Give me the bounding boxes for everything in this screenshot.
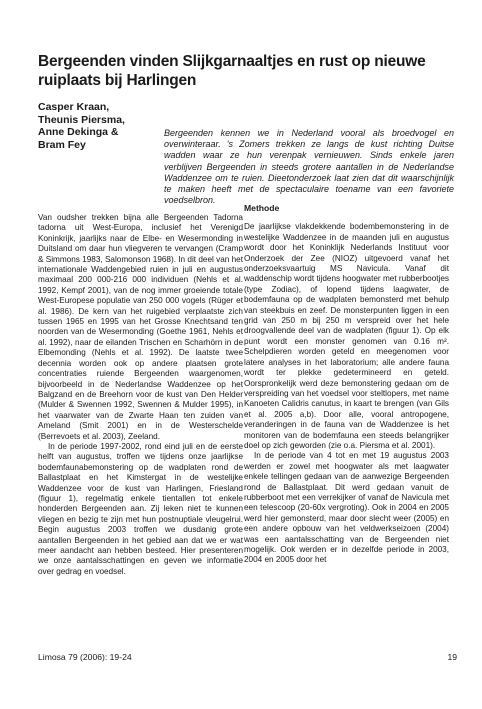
abstract: Bergeenden kennen we in Nederland vooral als broedvogel en overwinteraar. 's Zomers trekken ze langs de kust richting Duitse wadden waar ze hun verenpak vernieuwen. Sinds enkele jaren verblijven Bergeenden in steeds grotere aantallen in de Nederlandse Waddenzee om te ruien. Dieetonderzoek laat zien dat dit waarschijnlijk te maken heeft met de spectaculaire toename van een favoriete voedselbron.	[164, 128, 454, 206]
body-paragraph: Van oudsher trekken bijna alle Bergeenden Tadorna tadorna uit West-Europa, inclusief het Verenigd Koninkrijk, jaarlijks naar de Elbe- en Wesermonding in Duitsland om daar hun vliegveren te vervangen (Cramp & Simmons 1983, Salomonson 1968). In dit deel van het internationale Waddengebied ruien in juli en augustus maximaal 200 000-216 000 individuen (Nehls et al. 1992, Kempf 2001), van de nog immer groeiende totale West-Europese populatie van 250 000 vogels (Rüger et al. 1986). De kern van het ruigebied verplaatste zich tussen 1965 en 1995 van het Grosse Knechtsand ten noorden van de Wesermonding (Goethe 1961, Nehls et al. 1992), naar de eilanden Trischen en Scharhörn in de Elbemonding (Nehls et al. 1992). De laatste twee decennia worden ook op andere plaatsen grote concentraties ruiende Bergeenden waargenomen, bijvoorbeeld in de Nederlandse Waddenzee op het Balgzand en de Breehorn voor de kust van Den Helder (Mulder & Swennen 1992, Swennen & Mulder 1995), in het vaarwater van de Zwarte Haan ten zuiden van Ameland (Smit 2001) en in de Westerschelde (Berrevoets et al. 2003), Zeeland.	[38, 213, 243, 441]
section-heading: Methode	[244, 203, 280, 213]
body-paragraph: In de periode 1997-2002, rond eind juli en de eerste helft van augustus, troffen we tijdens onze jaarlijkse bodemfaunabemonstering op de wadplaten rond de Ballastplaat en het Kimstergat in de westelijke Waddenzee voor de kust van Harlingen, Friesland (figuur 1), regelmatig enkele tientallen tot enkele honderden Bergeenden aan. Zij leken niet te kunnen vliegen en bezig te zijn met hun postnuptiale vleugelrui. Begin augustus 2003 troffen we dusdanig grote aantallen Bergeenden in het gebied aan dat we er wat meer aandacht aan hebben besteed. Hier presenteren we onze aantalsschattingen en geven we informatie over gedrag en voedsel.	[38, 441, 243, 576]
journal-citation: Limosa 79 (2006): 19-24	[38, 652, 132, 662]
author-name: Bram Fey	[38, 138, 86, 151]
author-name: Casper Kraan,	[38, 101, 110, 113]
author-name: Theunis Piersma,	[38, 113, 125, 126]
article-title: Bergeenden vinden Slijkgarnaaltjes en rust op nieuwe ruiplaats bij Harlingen	[38, 53, 426, 89]
right-column	[244, 203, 449, 566]
body-paragraph: In de periode van 4 tot en met 19 augustus 2003 werden er zowel met hoogwater als met laagwater enkele tellingen gedaan van de aanwezige Bergeenden rond de Ballastplaat. Dit werd gedaan vanuit de rubberboot met een verrekijker of vanaf de Navicula met een telescoop (20-60x vergroting). Ook in 2004 en 2005 werd hier gemonsterd, maar door slecht weer (2005) en een andere opbouw van het veldwerkseizoen (2004) was een aantalsschatting van de Bergeenden niet mogelijk. Ook werden er in dezelfde periode in 2003, 2004 en 2005 door het	[244, 451, 449, 565]
page-number: 19	[447, 652, 457, 662]
body-paragraph: De jaarlijkse vlakdekkende bodembemonstering in de westelijke Waddenzee in de maanden juli en augustus wordt door het Koninklijk Nederlands Instituut voor Onderzoek der Zee (NIOZ) uitgevoerd vanaf het onderzoeksvaartuig MS Navicula. Vanaf dit waddenschip wordt tijdens hoogwater met rubberbootjes (type Zodiac), of lopend tijdens laagwater, de bodemfauna op de wadplaten bemonsterd met behulp van steekbuis en zeef. De monsterpunten liggen in een grid van 250 m bij 250 m verspreid over het hele droogvallende deel van de wadplaten (figuur 1). Op elk punt wordt een monster genomen van 0.16 m². Schelpdieren worden geteld en meegenomen voor latere analyses in het laboratorium; alle andere fauna wordt ter plekke gedetermineerd en geteld. Oorspronkelijk werd deze bemonstering gedaan om de verspreiding van het voedsel voor steltlopers, met name Kanoeten Calidris canutus, in kaart te brengen (van Gils et al. 2005 a,b). Door alle, vooral antropogene, veranderingen in de fauna van de Waddenzee is het monitoren van de bodemfauna een steeds belangrijker doel op zich geworden (zie o.a. Piersma et al. 2001).	[244, 222, 449, 450]
author-list	[38, 101, 158, 151]
left-column	[38, 213, 243, 577]
author-name: Anne Dekinga &	[38, 126, 119, 138]
